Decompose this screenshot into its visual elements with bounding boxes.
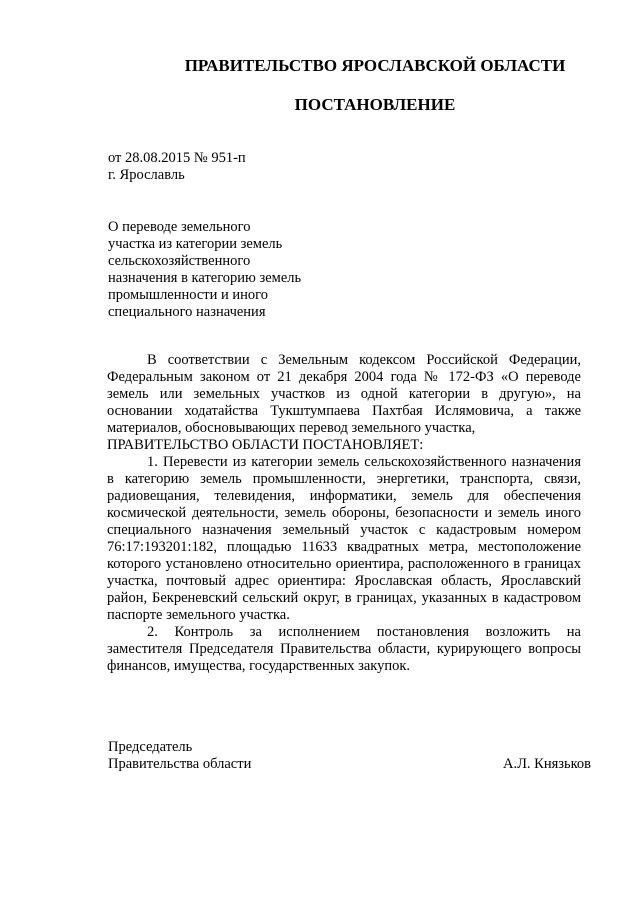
- signatory-title-line-2: Правительства области: [108, 756, 252, 772]
- signatory-title-line-1: Председатель: [108, 739, 193, 755]
- date-number: от 28.08.2015 № 951-п: [108, 150, 246, 166]
- subject-line: назначения в категорию земель: [108, 270, 302, 286]
- document-type-heading: ПОСТАНОВЛЕНИЕ: [294, 95, 456, 114]
- document-subject: [108, 219, 301, 321]
- document-meta: [108, 150, 246, 184]
- authority-heading: ПРАВИТЕЛЬСТВО ЯРОСЛАВСКОЙ ОБЛАСТИ: [184, 56, 566, 75]
- signature-block: [108, 739, 591, 773]
- subject-line: промышленности и иного: [108, 287, 269, 303]
- subject-line: участка из категории земель: [108, 236, 283, 252]
- subject-line: специального назначения: [108, 304, 266, 320]
- signatory-name: А.Л. Князьков: [502, 756, 591, 772]
- subject-line: сельскохозяйственного: [108, 253, 251, 269]
- item-2-paragraph: 2. Контроль за исполнением постановления возложить на заместителя Председателя Правительства области, курирующего вопросы финансов, имущества, государственных закупок.: [107, 624, 581, 674]
- city: г. Ярославль: [108, 167, 185, 183]
- document-body: [107, 352, 581, 675]
- subject-line: О переводе земельного: [108, 219, 251, 235]
- preamble-paragraph: В соответствии с Земельным кодексом Российской Федерации, Федеральным законом от 21 декабря 2004 года № 172-ФЗ «О переводе земель или земельных участков из одной категории в другую», на основании ходатайства Тукштумпаева Пахтбая Ислямовича, а также материалов, обосновывающих перевод земельного участка,: [107, 352, 581, 436]
- item-1-paragraph: 1. Перевести из категории земель сельскохозяйственного назначения в категорию земель промышленности, энергетики, транспорта, связи, радиовещания, телевидения, информатики, земель для обеспечения космической деятельности, земель обороны, безопасности и земель иного специального назначения земельный участок с кадастровым номером 76:17:193201:182, площадью 11633 квадратных метра, местоположение которого установлено относительно ориентира, расположенного в границах участка, почтовый адрес ориентира: Ярославская область, Ярославский район, Бекреневский сельский округ, в границах, указанных в кадастровом паспорте земельного участка.: [107, 454, 581, 623]
- resolution-clause: ПРАВИТЕЛЬСТВО ОБЛАСТИ ПОСТАНОВЛЯЕТ:: [107, 437, 424, 453]
